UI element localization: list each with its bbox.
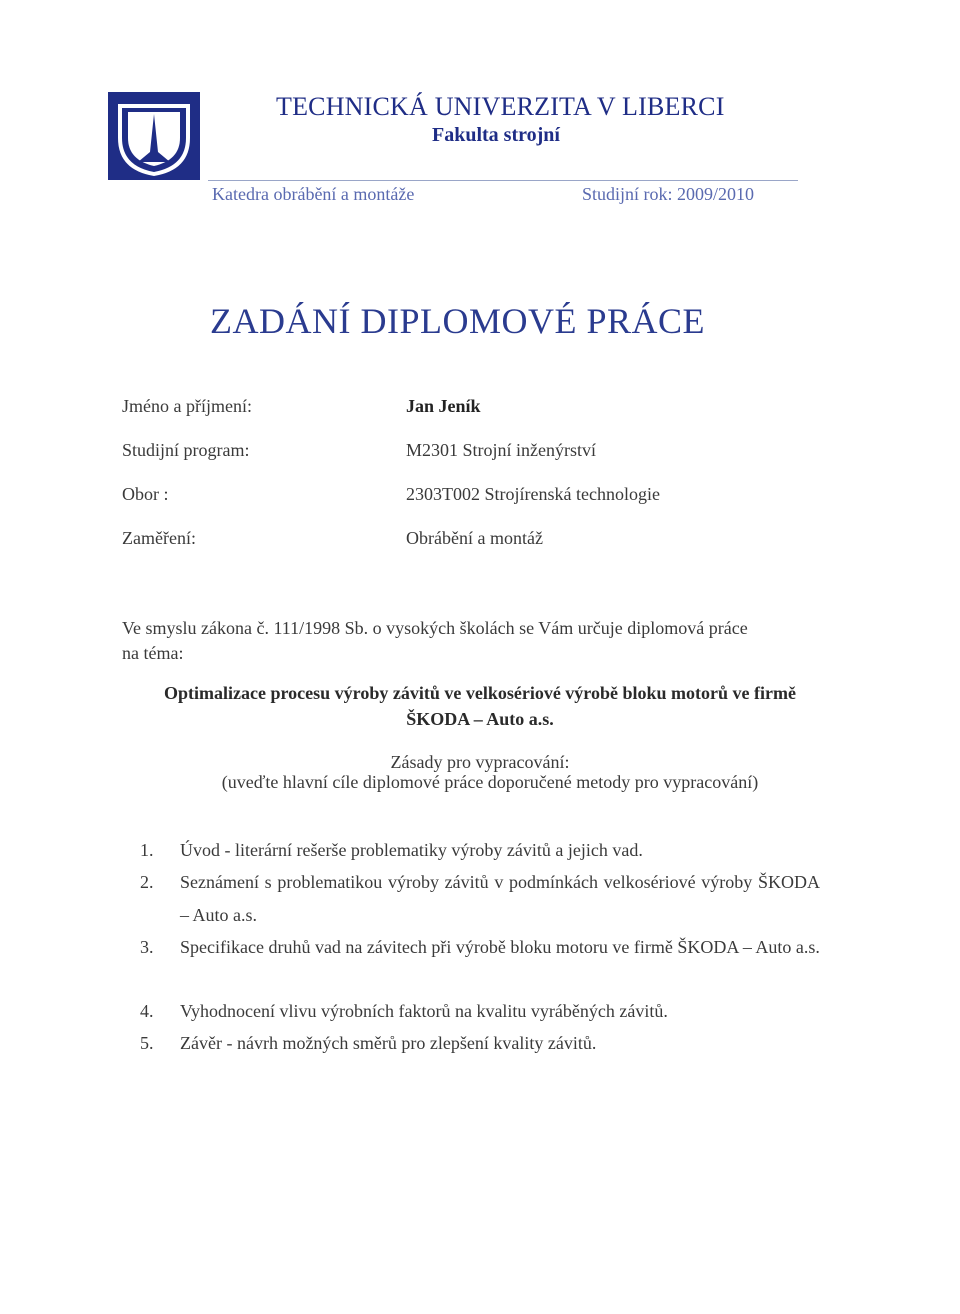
program-label: Studijní program: [122,440,250,460]
list-item-text: Úvod - literární rešerše problematiky výroby závitů a jejich vad. [180,840,643,860]
program-value: M2301 Strojní inženýrství [406,440,596,460]
principles-title: Zásady pro vypracování: [390,752,570,772]
focus-value: Obrábění a montáž [406,528,543,548]
department-name: Katedra obrábění a montáže [212,184,415,204]
field-value: 2303T002 Strojírenská technologie [406,484,660,504]
list-item-text: Seznámení s problematikou výroby závitů v podmínkách velkosériové výroby ŠKODA – Auto a.s. [180,872,820,925]
field-label: Obor : [122,484,169,504]
name-value: Jan Jeník [406,396,481,416]
intro-line-1: Ve smyslu zákona č. 111/1998 Sb. o vysokých školách se Vám určuje diplomová práce [122,618,748,638]
faculty-name: Fakulta strojní [432,124,560,146]
header-divider [208,180,798,181]
intro-line-2: na téma: [122,643,184,663]
academic-year: Studijní rok: 2009/2010 [582,184,755,204]
document-title: ZADÁNÍ DIPLOMOVÉ PRÁCE [210,301,705,341]
list-item-text: Závěr - návrh možných směrů pro zlepšení kvality závitů. [180,1033,597,1053]
list-item-number: 4. [140,1001,154,1021]
name-label: Jméno a příjmení: [122,396,252,416]
university-name: TECHNICKÁ UNIVERZITA V LIBERCI [276,92,725,121]
list-item-text: Vyhodnocení vlivu výrobních faktorů na kvalitu vyráběných závitů. [180,1001,668,1021]
thesis-topic [120,680,840,732]
list-item-number: 1. [140,840,154,860]
topic-line-2: ŠKODA – Auto a.s. [406,709,554,729]
list-item-number: 5. [140,1033,154,1053]
university-logo-icon [108,92,200,180]
topic-line-1: Optimalizace procesu výroby závitů ve velkosériové výrobě bloku motorů ve firmě [164,683,796,703]
list-item-text: Specifikace druhů vad na závitech při výrobě bloku motoru ve firmě ŠKODA – Auto a.s. [180,937,820,957]
list-item-number: 3. [140,937,154,957]
list-item-number: 2. [140,872,154,892]
principles-subtitle: (uveďte hlavní cíle diplomové práce doporučené metody pro vypracování) [221,772,759,792]
intro-text [122,616,822,666]
focus-label: Zaměření: [122,528,196,548]
